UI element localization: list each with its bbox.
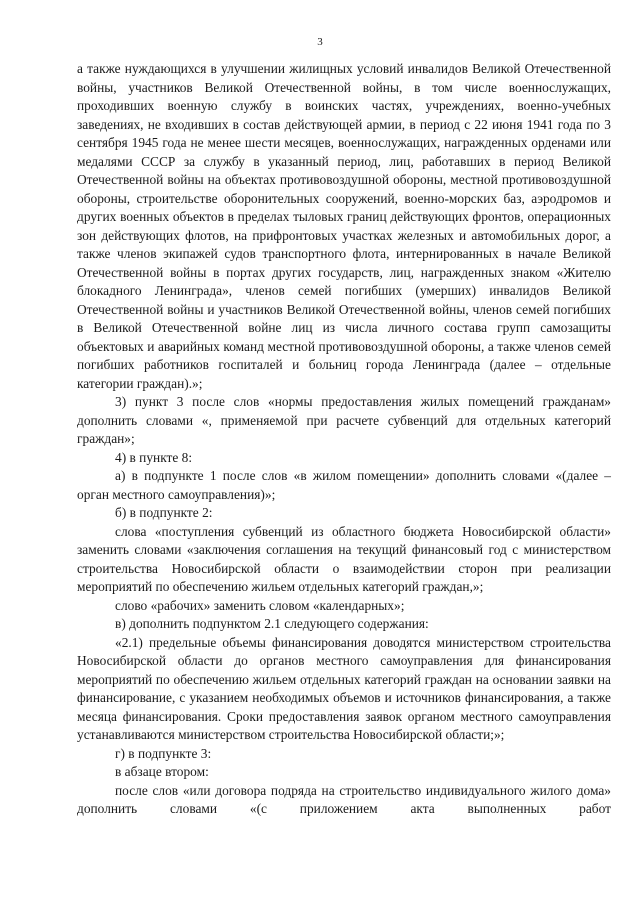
paragraph-contract-addition: после слов «или договора подряда на строительство индивидуального жилого дома» дополнить словами «(с приложением акта выполненных работ (77, 782, 611, 816)
document-body (77, 60, 611, 819)
paragraph-veterans-list: а также нуждающихся в улучшении жилищных условий инвалидов Великой Отечественной войны, участников Великой Отечественной войны, в том числе военнослужащих, проходивших военную службу в воинских частях, учреждениях, военно-учебных заведениях, не входивших в состав действующей армии, в период с 22 июня 1941 года по 3 сентября 1945 года не менее шести месяцев, военнослужащих, награжденных орденами или медалями СССР за службу в указанный период, лиц, работавших в период Великой Отечественной войны на объектах противовоздушной обороны, местной противовоздушной обороны, строительстве оборонительных сооружений, военно-морских баз, аэродромов и других военных объектов в пределах тыловых границ действующих фронтов, операционных зон действующих флотов, на прифронтовых участках железных и автомобильных дорог, а также членов экипажей судов транспортного флота, интернированных в начале Великой Отечественной войны в портах других государств, лиц, награжденных знаком «Жителю блокадного Ленинграда», членов семей погибших (умерших) инвалидов Великой Отечественной войны и участников Великой Отечественной войны, членов семей погибших в Великой Отечественной войне лиц из числа личного состава групп самозащиты объектовых и аварийных команд местной противовоздушной обороны, а также членов семей погибших работников госпиталей и больниц города Ленинграда (далее – отдельные категории граждан).»; (77, 61, 611, 391)
paragraph-subitem-v: в) дополнить подпунктом 2.1 следующего содержания: (115, 616, 429, 631)
paragraph-subitem-g: г) в подпункте 3: (115, 745, 212, 761)
paragraph-item-4: 4) в пункте 8: (115, 449, 193, 465)
paragraph-subitem-2-1: «2.1) предельные объемы финансирования доводятся министерством строительства Новосибирской области до органов местного самоуправления для финансирования мероприятий по обеспечению жильем отдельных категорий граждан на основании заявки на финансирование, с указанием необходимых объемов и источников финансирования, а также месяца финансирования. Сроки предоставления заявок органом местного самоуправления устанавливаются министерством строительства Новосибирской области;»; (77, 634, 611, 742)
paragraph-subitem-a: а) в подпункте 1 после слов «в жилом помещении» дополнить словами «(далее – орган местного самоуправления)»; (77, 468, 611, 502)
page-number: 3 (317, 36, 323, 48)
paragraph-words-replace: слова «поступления субвенций из областного бюджета Новосибирской области» заменить словами «заключения соглашения на текущий финансовый год с министерством строительства Новосибирской области о взаимодействии сторон при реализации мероприятий по обеспечению жильем отдельных категорий граждан,»; (77, 523, 611, 594)
paragraph-item-3: 3) пункт 3 после слов «нормы предоставления жилых помещений гражданам» дополнить словами «, применяемой при расчете субвенций для отдельных категорий граждан»; (77, 394, 611, 446)
paragraph-subitem-b: б) в подпункте 2: (115, 505, 213, 520)
paragraph-word-replace: слово «рабочих» заменить словом «календарных»; (115, 597, 405, 613)
paragraph-second-abzats: в абзаце втором: (115, 764, 209, 779)
